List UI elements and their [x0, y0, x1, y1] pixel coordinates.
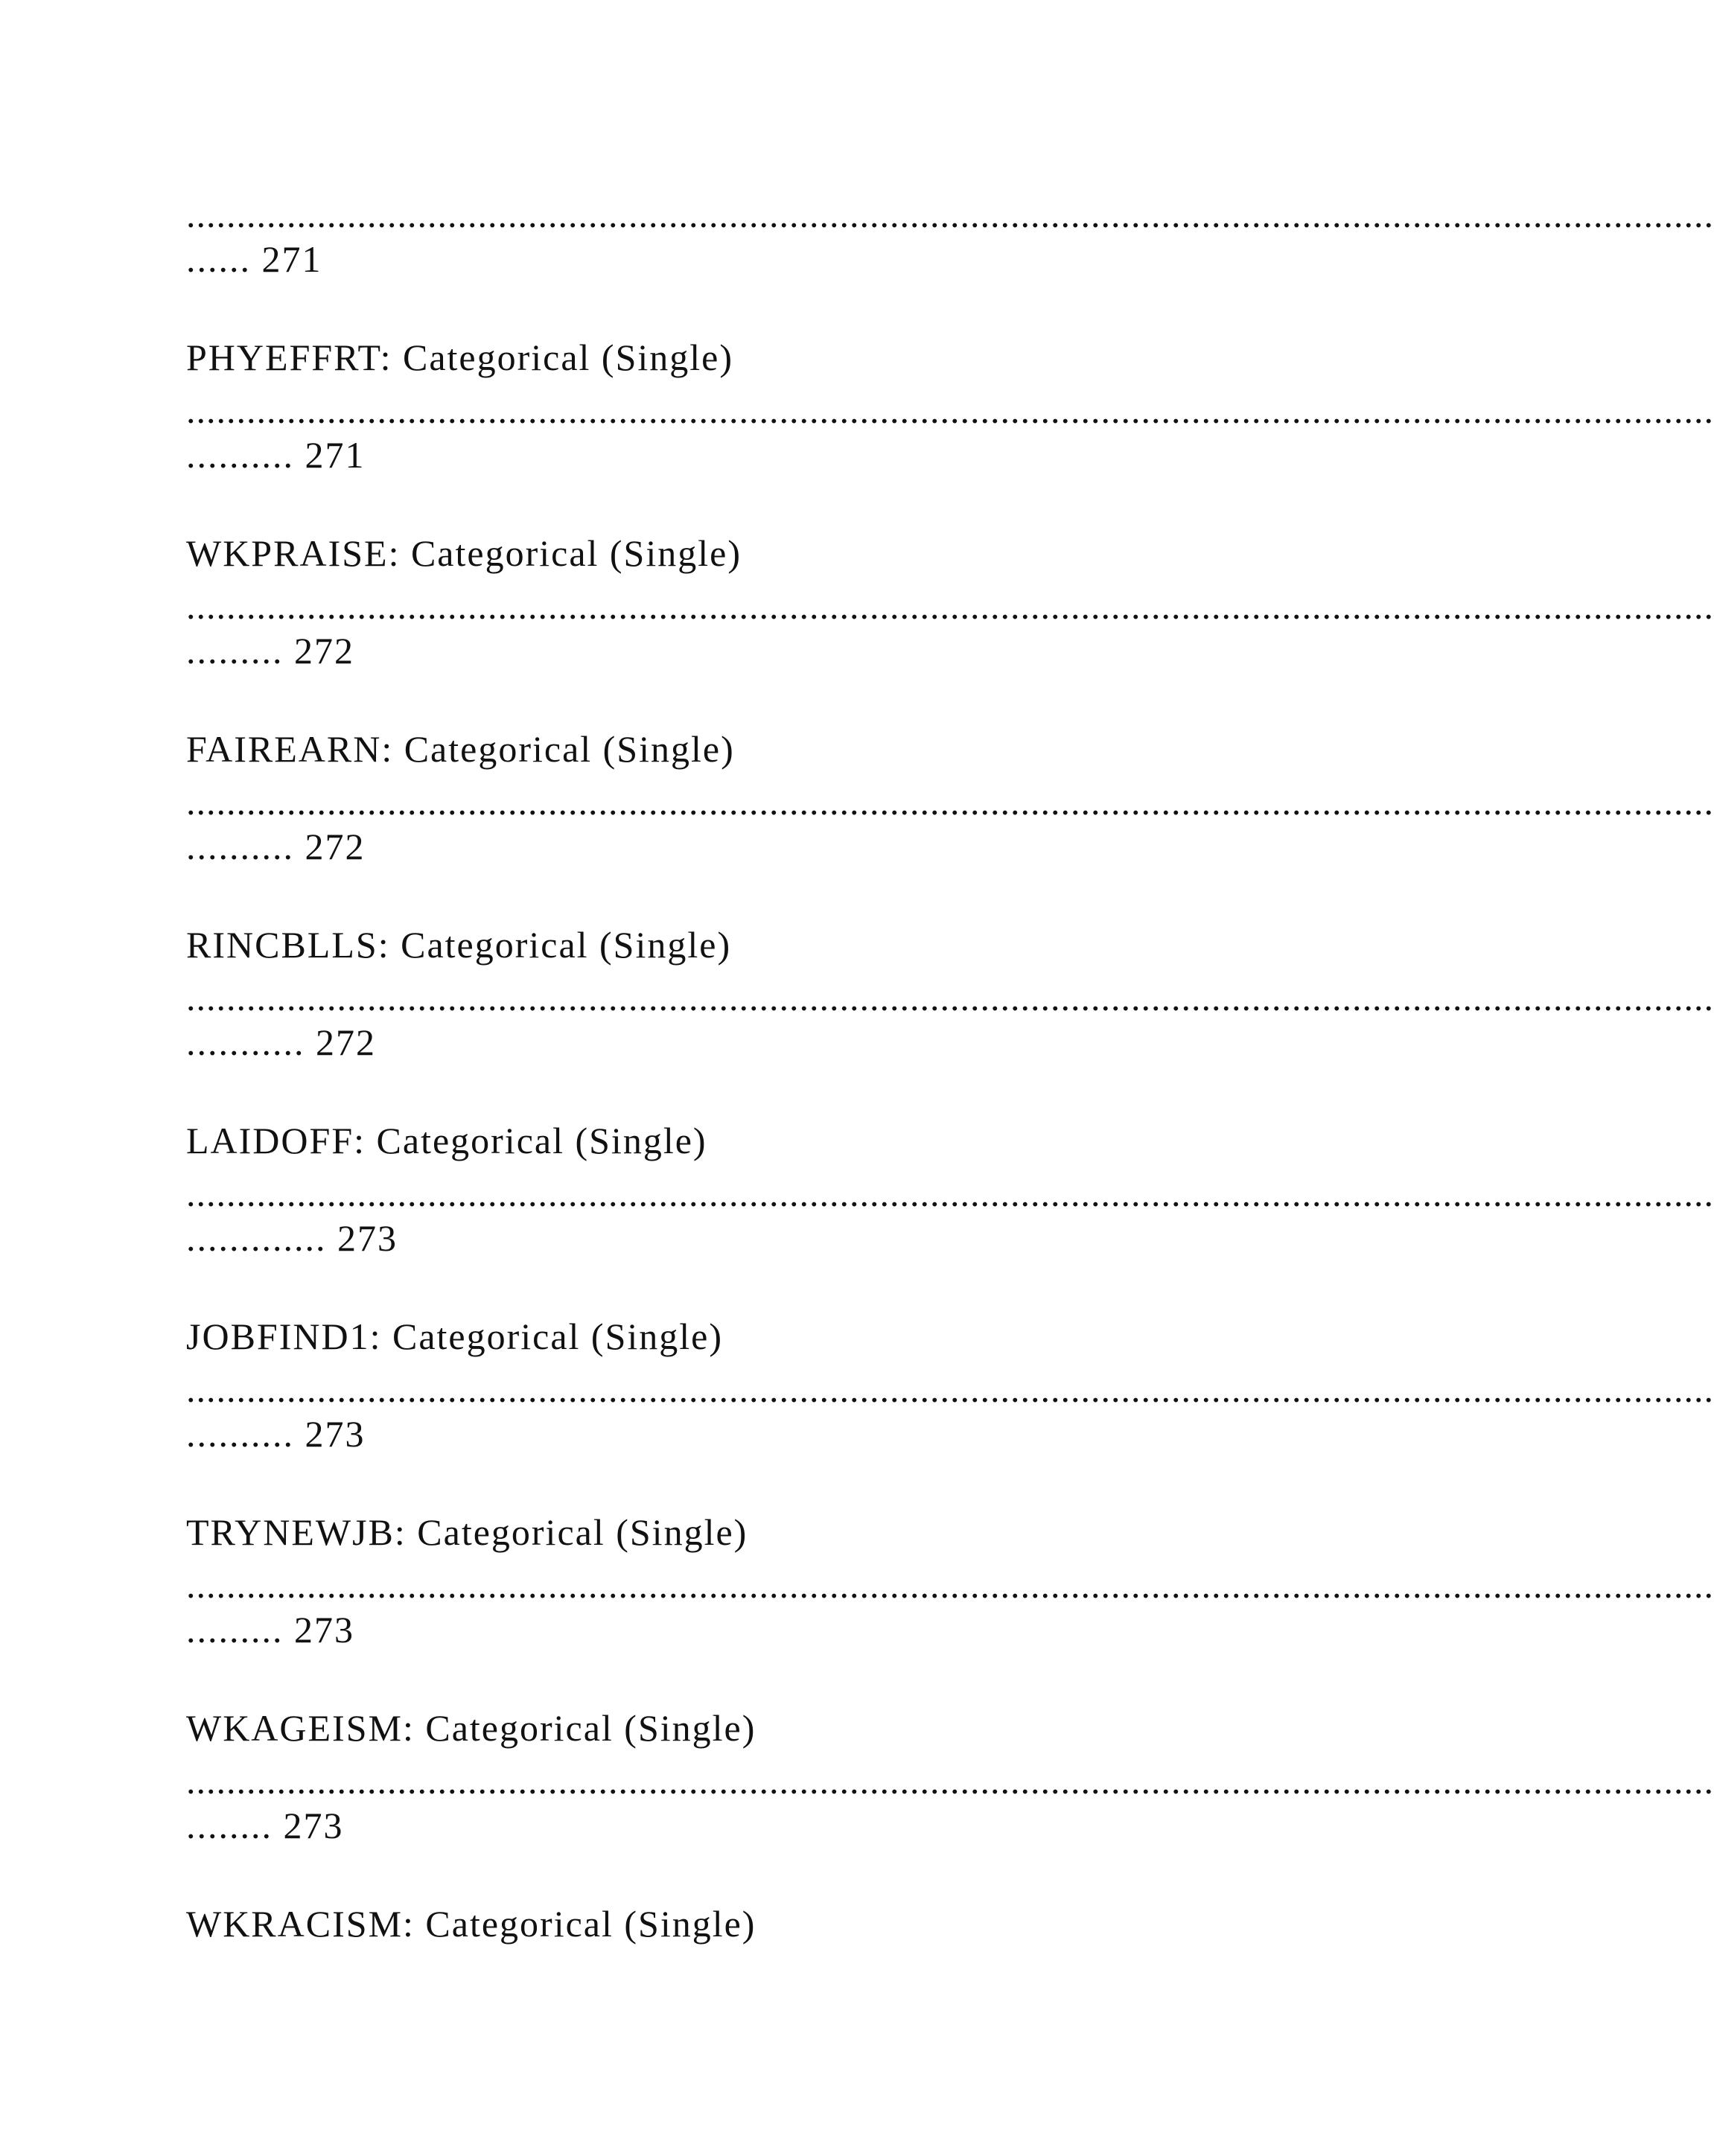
toc-page-number: .......... 273 [186, 1413, 366, 1455]
toc-page-number: .......... 272 [186, 826, 366, 867]
toc-leader: ........................................................................................................................................................ [186, 389, 1714, 431]
toc-page-number: ............. 273 [186, 1217, 398, 1259]
toc-leader: ........................................................................................................................................................ [186, 1173, 1714, 1214]
toc-page-number: .......... 271 [186, 434, 366, 476]
toc-page-number: ......... 273 [186, 1609, 354, 1651]
toc-entry-label: TRYNEWJB: Categorical (Single) [186, 1511, 748, 1553]
toc-leader: ........................................................................................................................................................ [186, 1760, 1714, 1802]
toc-entry-label: LAIDOFF: Categorical (Single) [186, 1120, 707, 1161]
toc-page-number: ........ 273 [186, 1805, 344, 1846]
toc-entry-label: WKAGEISM: Categorical (Single) [186, 1707, 756, 1749]
toc-leader: ........................................................................................................................................................ [186, 1564, 1714, 1606]
toc-page-number: ......... 272 [186, 630, 354, 672]
toc-entry-label: WKRACISM: Categorical (Single) [186, 1903, 756, 1945]
toc-leader: ........................................................................................................................................................ [186, 194, 1714, 235]
toc-leader: ........................................................................................................................................................ [186, 781, 1714, 823]
toc-entry-label: JOBFIND1: Categorical (Single) [186, 1315, 724, 1357]
toc-entry-label: FAIREARN: Categorical (Single) [186, 728, 735, 770]
toc-entry-label: PHYEFFRT: Categorical (Single) [186, 337, 733, 378]
toc-leader: ........................................................................................................................................................ [186, 1368, 1714, 1410]
toc-entry-label: RINCBLLS: Categorical (Single) [186, 924, 732, 966]
toc-page-number: ...... 271 [186, 238, 322, 280]
toc-leader: ........................................................................................................................................................ [186, 977, 1714, 1018]
toc-entry-label: WKPRAISE: Categorical (Single) [186, 532, 742, 574]
toc-leader: ........................................................................................................................................................ [186, 585, 1714, 627]
toc-page-number: ........... 272 [186, 1021, 376, 1063]
